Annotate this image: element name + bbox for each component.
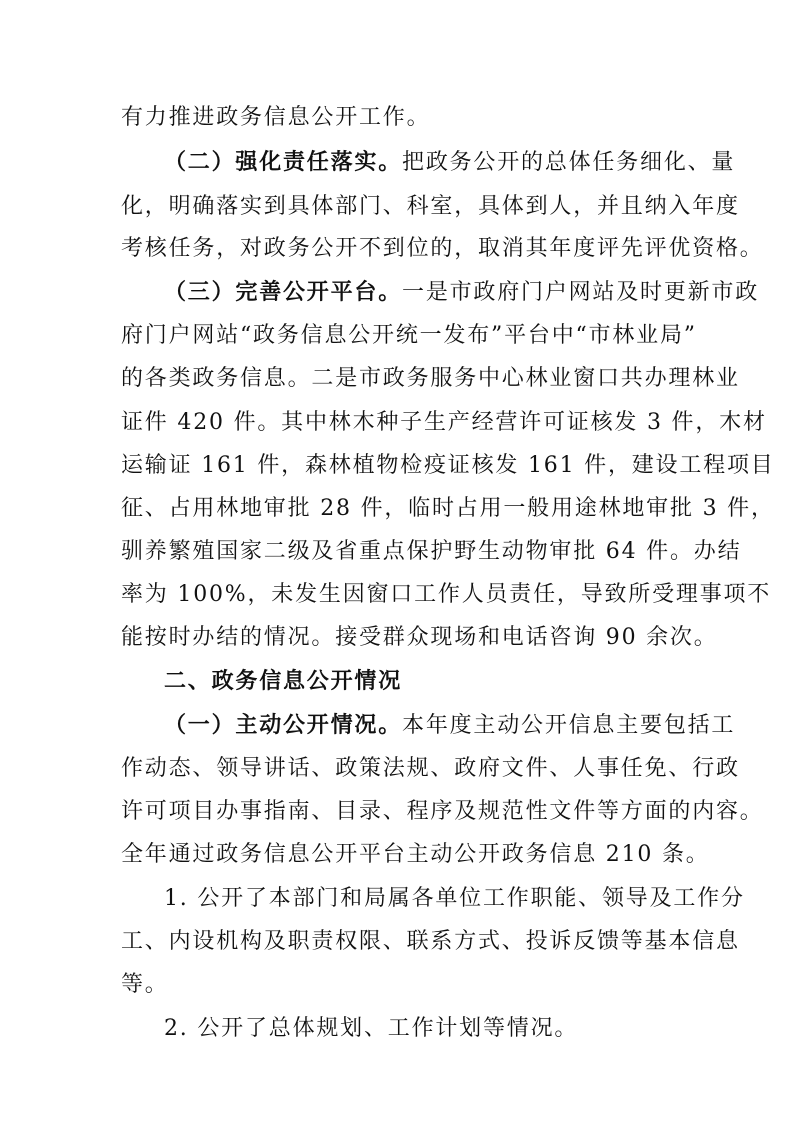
text-line: 一是市政府门户网站及时更新市政 bbox=[402, 280, 760, 305]
list-item: 1. 公开了本部门和局属各单位工作职能、领导及工作分 bbox=[164, 886, 745, 911]
paragraph-heading: （二）强化责任落实。 bbox=[164, 150, 403, 175]
text-line: 工、内设机构及职责权限、联系方式、投诉反馈等基本信息 bbox=[121, 929, 740, 954]
text-line: 有力推进政务信息公开工作。 bbox=[121, 105, 431, 130]
text-line: 许可项目办事指南、目录、程序及规范性文件等方面的内容。 bbox=[121, 799, 764, 824]
text-line: 证件 420 件。其中林木种子生产经营许可证核发 3 件，木材 bbox=[121, 410, 767, 435]
text-line: 把政务公开的总体任务细化、量 bbox=[402, 150, 736, 175]
text-line: 能按时办结的情况。接受群众现场和电话咨询 90 余次。 bbox=[121, 625, 718, 650]
text-line: 的各类政务信息。二是市政务服务中心林业窗口共办理林业 bbox=[121, 366, 740, 391]
paragraph-heading: （一）主动公开情况。 bbox=[164, 713, 403, 738]
paragraph-responsibility bbox=[164, 150, 735, 176]
text-line: 本年度主动公开信息主要包括工 bbox=[402, 713, 736, 738]
text-line: 考核任务，对政务公开不到位的，取消其年度评先评优资格。 bbox=[121, 236, 764, 261]
text-line: 率为 100%，未发生因窗口工作人员责任，导致所受理事项不 bbox=[121, 582, 772, 607]
text-line: 驯养繁殖国家二级及省重点保护野生动物审批 64 件。办结 bbox=[121, 539, 742, 564]
section-heading: 二、政务信息公开情况 bbox=[164, 669, 403, 694]
list-item: 2. 公开了总体规划、工作计划等情况。 bbox=[164, 1016, 579, 1041]
text-line: 化，明确落实到具体部门、科室，具体到人，并且纳入年度 bbox=[121, 194, 740, 219]
paragraph-continuation bbox=[121, 105, 430, 131]
text-line: 作动态、领导讲话、政策法规、政府文件、人事任免、行政 bbox=[121, 756, 740, 781]
text-line: 全年通过政务信息公开平台主动公开政务信息 210 条。 bbox=[121, 842, 710, 867]
paragraph-platform bbox=[164, 280, 759, 306]
text-line: 运输证 161 件，森林植物检疫证核发 161 件，建设工程项目 bbox=[121, 453, 775, 478]
text-line: 等。 bbox=[121, 972, 169, 997]
text-line: 府门户网站“政务信息公开统一发布”平台中“市林业局” bbox=[121, 323, 697, 348]
text-line: 征、占用林地审批 28 件，临时占用一般用途林地审批 3 件， bbox=[121, 496, 775, 521]
paragraph-heading: （三）完善公开平台。 bbox=[164, 280, 403, 305]
paragraph-active-disclosure bbox=[164, 713, 735, 739]
